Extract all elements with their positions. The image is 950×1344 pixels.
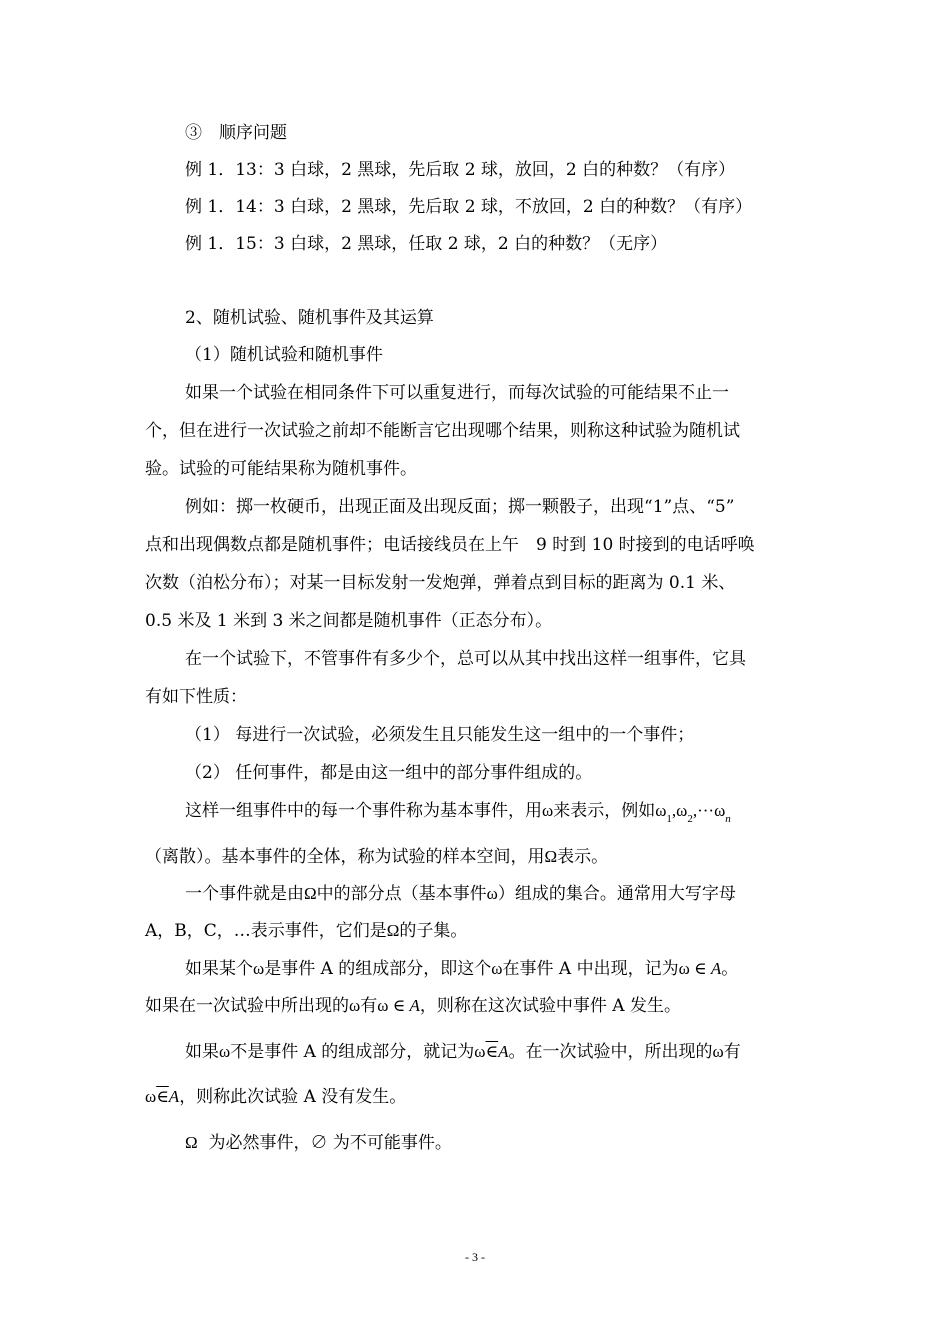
text-run: 如果在一次试验中所出现的 <box>145 996 349 1016</box>
page-number: - 3 - <box>465 1250 485 1264</box>
omega-symbol: ,···ω <box>692 801 726 820</box>
omega-capital-symbol: Ω <box>304 884 317 903</box>
text-run: ，则称在这次试验中事件 A 发生。 <box>419 996 681 1016</box>
paragraph-line: 如果一个试验在相同条件下可以重复进行，而每次试验的可能结果不止一 <box>185 383 729 403</box>
omega-capital-symbol: Ω <box>185 1133 198 1152</box>
certain-impossible-line <box>185 1131 452 1155</box>
omega-symbol: ω <box>349 996 361 1015</box>
text-run: 是事件 A 的组成部分，即这个 <box>264 959 492 979</box>
section-heading-random-experiment: 2、随机试验、随机事件及其运算 <box>185 308 434 328</box>
paragraph-line: 个，但在进行一次试验之前却不能断言它出现哪个结果，则称这种试验为随机试 <box>145 421 740 441</box>
text-run: 表示。 <box>557 847 609 867</box>
property-item-1: （1） 每进行一次试验，必须发生且只能发生这一组中的一个事件； <box>185 725 695 745</box>
text-run: A，B，C，…表示事件，它们是 <box>145 921 387 941</box>
set-symbol-a: A <box>168 1087 180 1106</box>
text-run: 这样一组事件中的每一个事件称为基本事件，用 <box>185 801 542 821</box>
paragraph-line: 在一个试验下，不管事件有多少个，总可以从其中找出这样一组事件，它具 <box>185 649 746 669</box>
text-run: （离散）。基本事件的全体，称为试验的样本空间，用 <box>145 847 545 867</box>
paragraph-line: 点和出现偶数点都是随机事件；电话接线员在上午 9 时到 10 时接到的电话呼唤 <box>145 535 755 555</box>
text-run: 来表示，例如 <box>553 801 656 821</box>
text-run: 。在一次试验中，所出现的 <box>508 1042 713 1062</box>
omega-symbol: ω <box>145 1087 157 1106</box>
omega-capital-symbol: Ω <box>386 921 400 940</box>
example-1-15: 例 1．15：3 白球，2 黑球，任取 2 球，2 白的种数？（无序） <box>185 234 668 254</box>
subsection-heading: （1）随机试验和随机事件 <box>185 345 383 365</box>
paragraph-line: 验。试验的可能结果称为随机事件。 <box>145 459 417 479</box>
membership-line <box>185 957 738 981</box>
text-run: 为必然事件，∅ 为不可能事件。 <box>208 1133 452 1153</box>
text-run: 中的部分点（基本事件 <box>316 884 487 904</box>
event-occurs-line <box>145 994 681 1018</box>
subscript: 2 <box>687 813 693 825</box>
omega-symbol: ,ω <box>671 801 688 820</box>
text-run: 有 <box>723 1042 741 1062</box>
omega-symbol: ω <box>219 1042 231 1061</box>
basic-event-line <box>185 799 731 823</box>
omega-symbol: ω <box>491 959 503 978</box>
text-run: ）组成的集合。通常用大写字母 <box>497 884 736 904</box>
event-definition-line <box>185 882 736 906</box>
set-symbol-a: A <box>409 996 420 1015</box>
omega-symbol: ω <box>474 1042 486 1061</box>
event-subset-line <box>145 919 467 943</box>
example-1-13: 例 1．13：3 白球，2 黑球，先后取 2 球，放回，2 白的种数？（有序） <box>185 160 736 180</box>
subscript: n <box>725 813 731 825</box>
text-run: 如果 <box>185 1042 219 1062</box>
property-item-2: （2） 任何事件，都是由这一组中的部分事件组成的。 <box>185 763 593 783</box>
event-not-occurs-line <box>145 1085 406 1109</box>
omega-capital-symbol: Ω <box>544 847 558 866</box>
paragraph-line: 0.5 米及 1 米到 3 米之间都是随机事件（正态分布）。 <box>145 611 553 631</box>
set-symbol-a: A <box>498 1042 509 1061</box>
text-run: 的子集。 <box>399 921 468 941</box>
example-1-14: 例 1．14：3 白球，2 黑球，先后取 2 球，不放回，2 白的种数？（有序） <box>185 197 753 217</box>
paragraph-line: 次数（泊松分布）；对某一目标发射一发炮弹，弹着点到目标的距离为 0.1 米、 <box>145 573 736 593</box>
text-run: 有 <box>360 996 378 1016</box>
omega-symbol: ω <box>712 1042 724 1061</box>
element-of-expression: ω ∈ <box>377 996 410 1015</box>
order-problem-heading: ③ 顺序问题 <box>185 123 287 143</box>
not-element-of-symbol: ∈ <box>485 1042 499 1061</box>
element-of-expression: ω ∈ <box>678 959 711 978</box>
set-symbol-a: A <box>710 959 722 978</box>
text-run: 一个事件就是由 <box>185 884 304 904</box>
text-run: 如果某个 <box>185 959 253 979</box>
text-run: 不是事件 A 的组成部分，就记为 <box>230 1042 475 1062</box>
sample-space-line <box>145 845 608 869</box>
text-run: 。 <box>721 959 739 979</box>
paragraph-line: 有如下性质： <box>145 687 247 707</box>
omega-symbol: ω <box>542 801 554 820</box>
paragraph-line: 例如：掷一枚硬币，出现正面及出现反面；掷一颗骰子，出现“1”点、“5” <box>185 497 735 517</box>
not-element-of-symbol: ∈ <box>156 1087 169 1106</box>
not-member-line <box>185 1040 741 1064</box>
omega-symbol: ω <box>655 801 667 820</box>
omega-symbol: ω <box>253 959 265 978</box>
text-run: ，则称此次试验 A 没有发生。 <box>179 1087 407 1107</box>
omega-symbol: ω <box>486 884 498 903</box>
subscript: 1 <box>666 813 672 825</box>
text-run: 在事件 A 中出现，记为 <box>502 959 679 979</box>
